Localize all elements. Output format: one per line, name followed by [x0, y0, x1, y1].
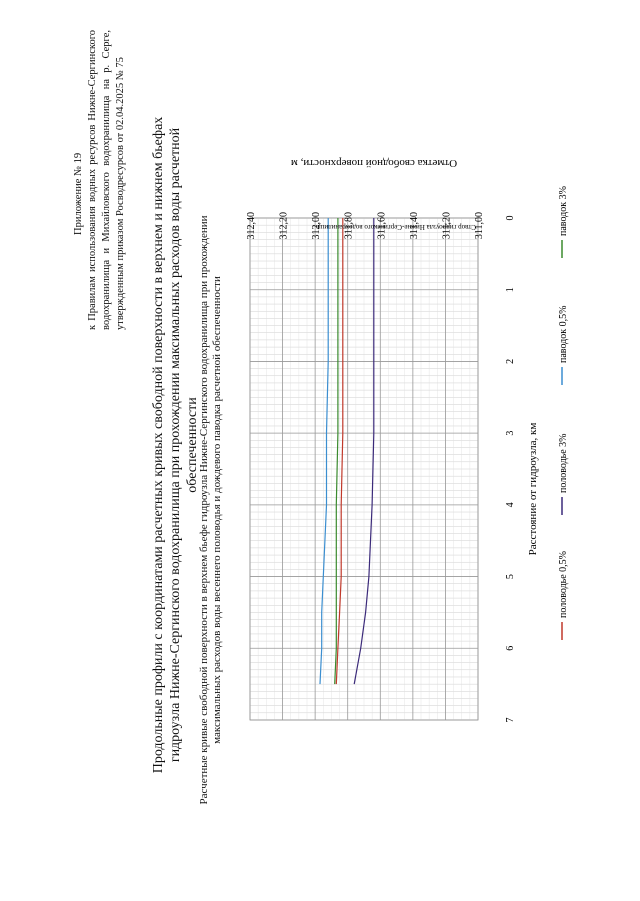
legend-label: паводок 0,5%: [558, 305, 569, 363]
x-tick-label: 7: [505, 717, 516, 723]
x-tick-label: 2: [505, 358, 516, 364]
x-tick-label: 6: [505, 645, 516, 651]
chart-caption: Расчетные кривые свободной поверхности в верхнем бьефе гидроузла Нижне-Сергинского водохранилища при прохождении максимальных расходов воды весеннего половодья и дождевого паводка расчетной обеспеченности: [198, 215, 223, 805]
y-tick-label: 311,80: [343, 212, 355, 240]
x-tick-label: 0: [505, 215, 516, 221]
legend-label: паводок 3%: [558, 186, 569, 236]
appendix-title: Приложение № 19: [73, 152, 84, 235]
y-tick-label: 311,20: [441, 212, 453, 240]
series-line: [320, 218, 328, 684]
y-tick-label: 311,40: [408, 212, 420, 240]
y-tick-label: 312,40: [246, 212, 257, 240]
y-tick-label: 311,00: [474, 212, 485, 240]
document-title: Продольные профили с координатами расчетных кривых свободной поверхности в верхнем и нижнем бьефах гидроузла Нижне-Сергинского водохранилища при прохождении максимальных расходов воды расчетной обеспеченности: [151, 116, 200, 774]
chart-ticks: [246, 212, 516, 723]
chart-series: [320, 218, 374, 684]
chart-grid: [250, 218, 478, 720]
x-axis-label: Расстояние от гидроузла, км: [527, 422, 539, 556]
y-axis-label: Отметка свободной поверхности, м: [290, 157, 458, 169]
x-tick-label: 5: [505, 574, 516, 580]
dam-section-annotation: Створ гидроузла Нижне-Сергинского водохранилища: [315, 223, 476, 231]
y-tick-label: 311,60: [376, 212, 388, 240]
legend-label: половодье 0,5%: [558, 551, 569, 618]
y-tick-label: 312,20: [278, 212, 290, 240]
x-tick-label: 1: [505, 287, 516, 293]
appendix-body: к Правилам использования водных ресурсов Нижне-Сергинского водохранилища и Михайловского водохранилища на р. Серге, утвержденным приказом Росводресурсов от 02.04.2025 № 75: [87, 30, 126, 330]
series-line: [335, 218, 338, 684]
chart-legend: [558, 186, 569, 640]
x-tick-label: 3: [505, 430, 516, 436]
y-tick-label: 312,00: [311, 212, 323, 240]
x-tick-label: 4: [505, 502, 516, 508]
legend-label: половодье 3%: [558, 433, 569, 493]
